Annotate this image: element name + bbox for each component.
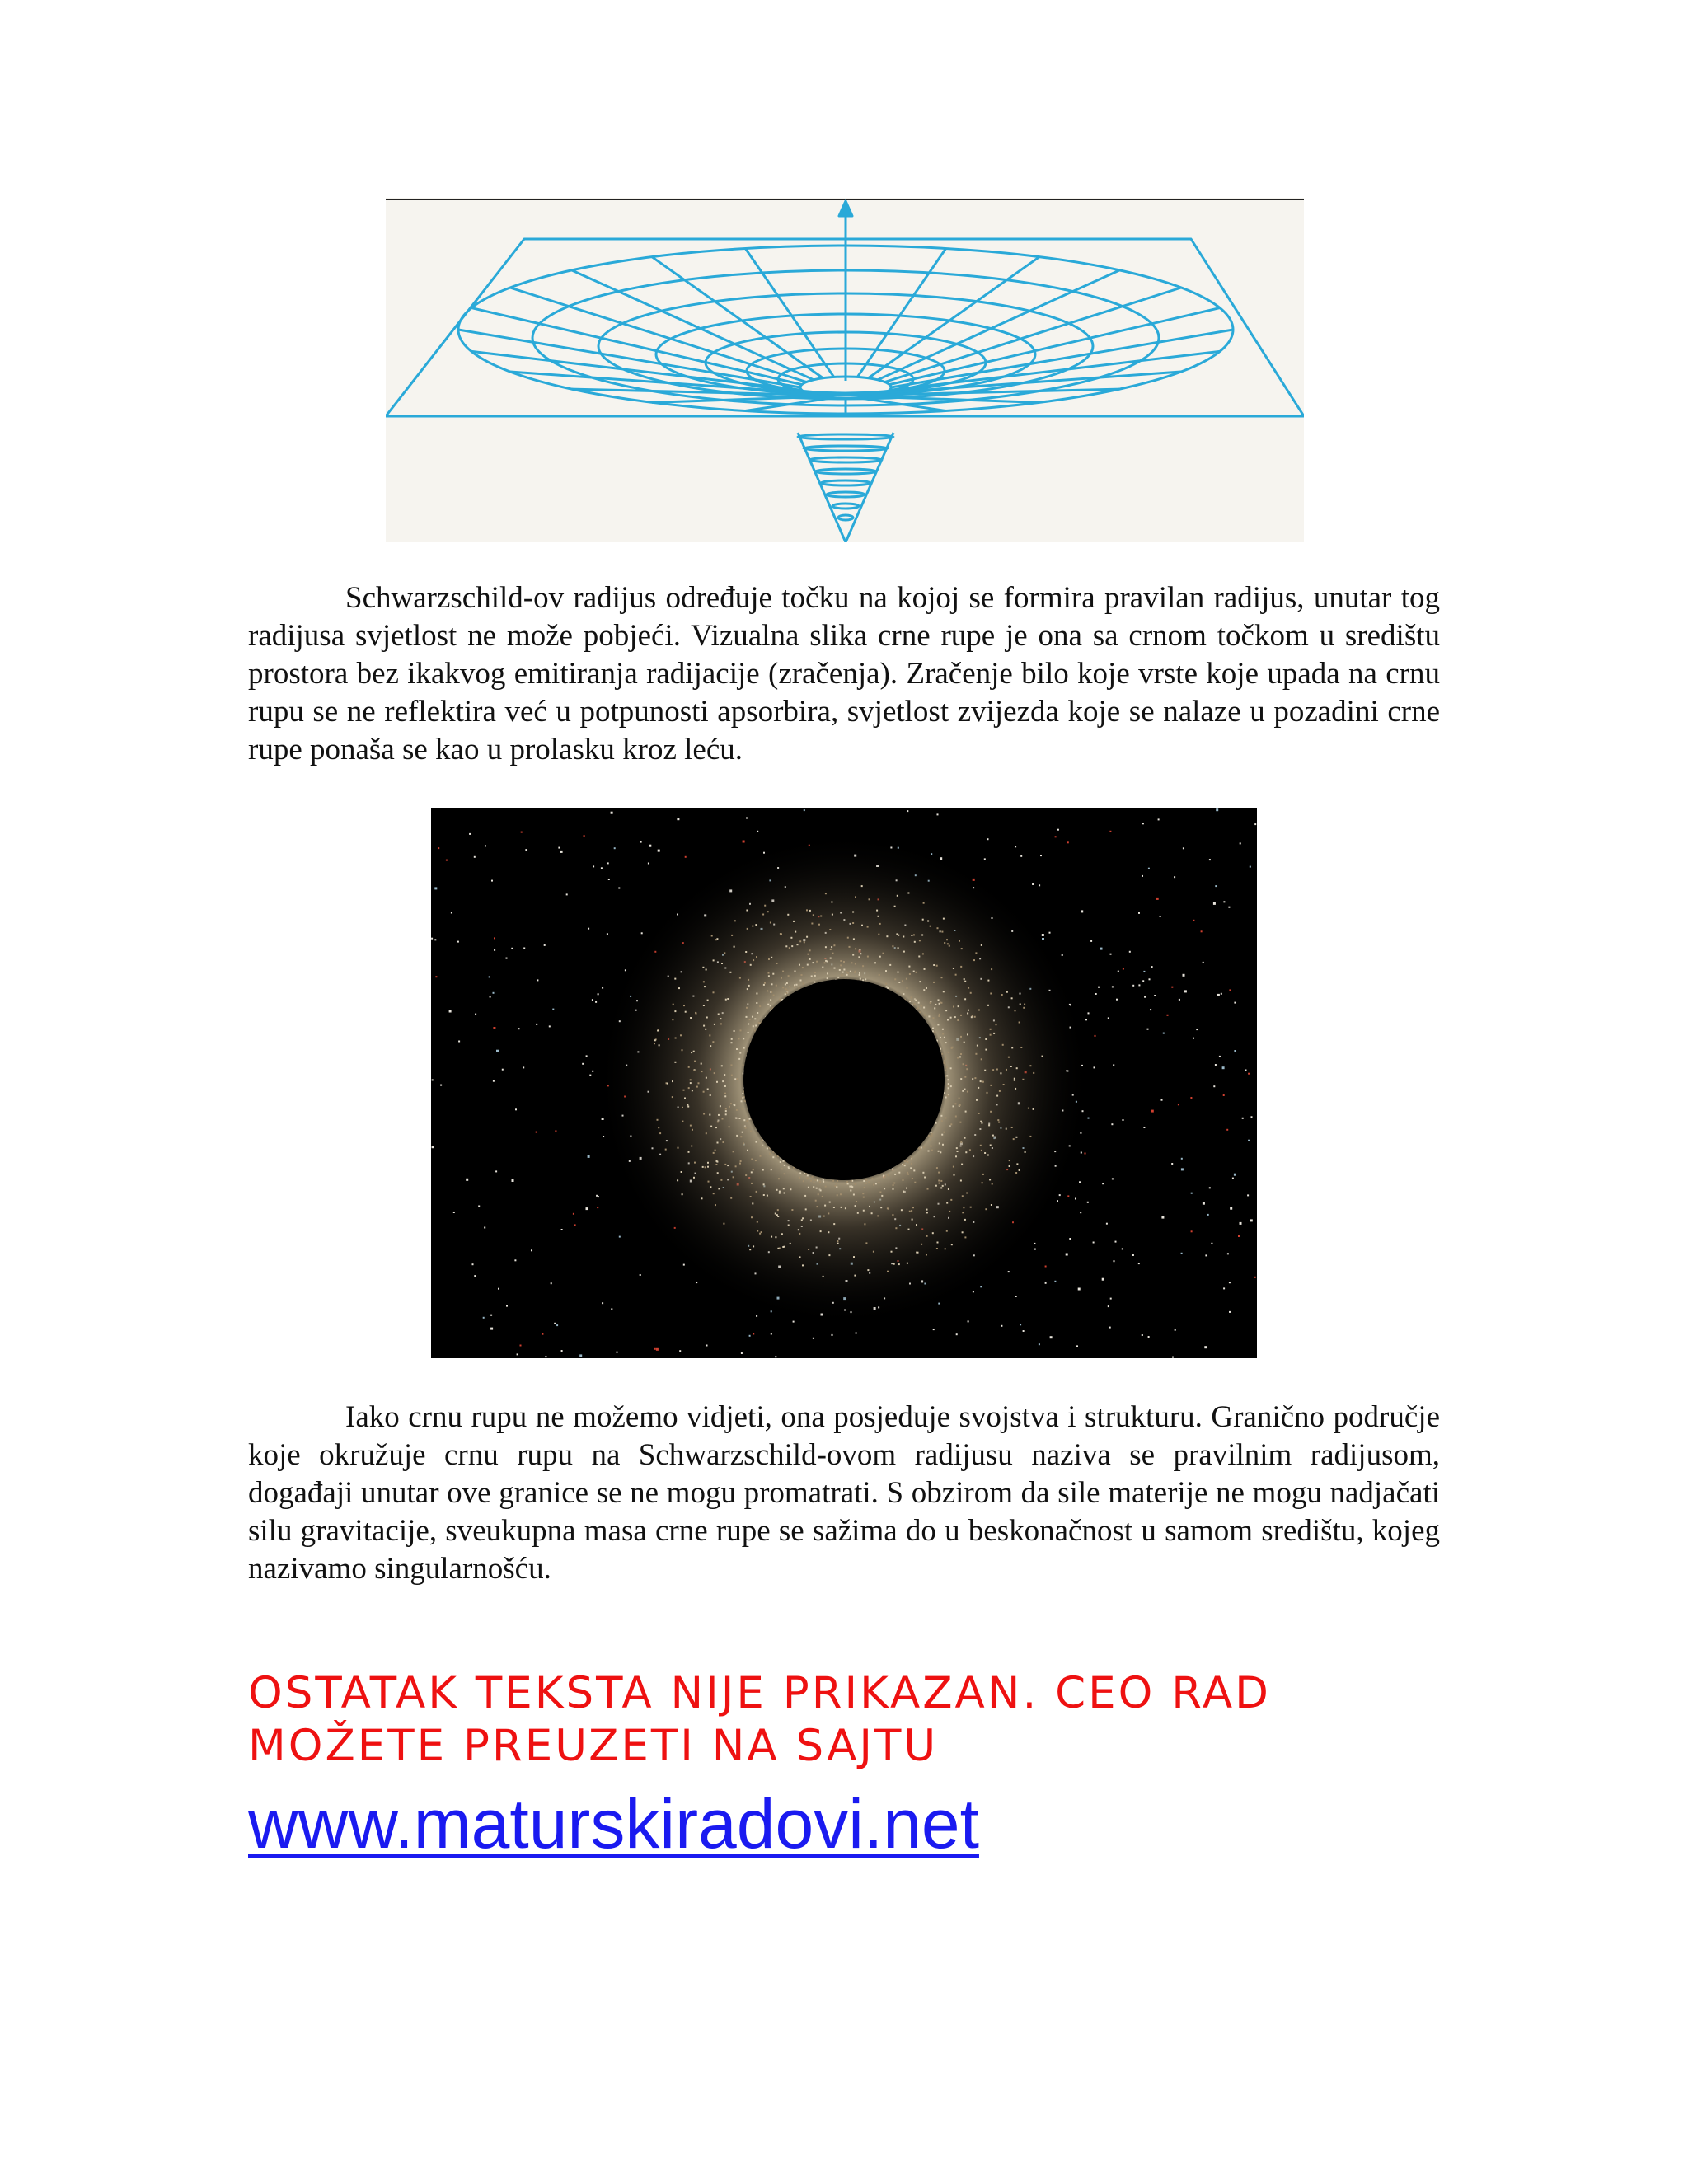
download-notice [248,1667,1451,1773]
spacetime-curvature-grid-icon [386,198,1304,542]
body-paragraph: Iako crnu rupu ne možemo vidjeti, ona posjeduje svojstva i strukturu. Granično područje koje okružuje crnu rupu na Schwarzschild-ovom radijusu naziva se pravilnim radijusom, događaji unutar ove granice se ne mogu promatrati. S obzirom da sile materije ne mogu nadjačati silu gravitacije, sveukupna masa crne rupe se sažima do u beskonačnost u samom središtu, kojeg nazivamo singularnošću. [248,1400,1440,1586]
website-link[interactable]: www.maturskiradovi.net [248,1785,979,1863]
black-hole-image-icon [431,808,1257,1358]
notice-line: MOŽETE PREUZETI NA SAJTU [248,1721,939,1771]
notice-line: OSTATAK TEKSTA NIJE PRIKAZAN. CEO RAD [248,1668,1271,1718]
body-paragraph: Schwarzschild-ov radijus određuje točku na kojoj se formira pravilan radijus, unutar tog radijusa svjetlost ne može pobjeći. Vizualna slika crne rupe je ona sa crnom točkom u središtu prostora bez ikakvog emitiranja radijacije (zračenja). Zračenje bilo koje vrste koje upada na crnu rupu se ne reflektira već u potpunosti apsorbira, svjetlost zvijezda koje se nalaze u pozadini crne rupe ponaša se kao u prolasku kroz leću. [248,581,1440,766]
